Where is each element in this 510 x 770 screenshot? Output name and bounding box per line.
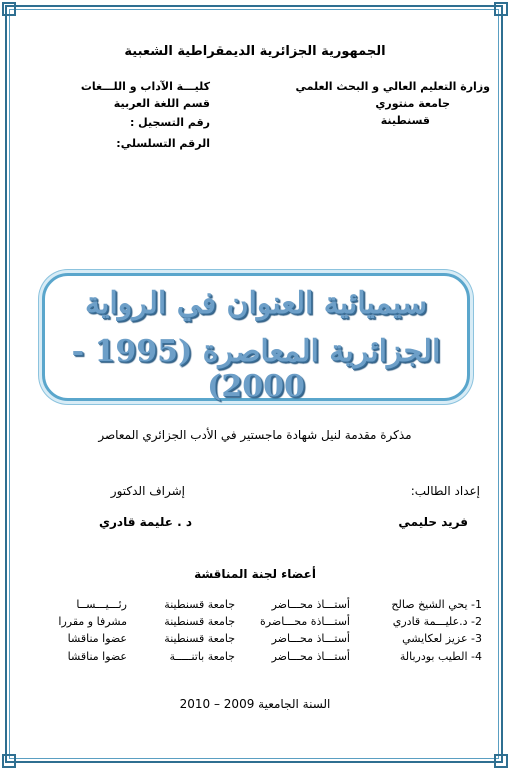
title-line-2: الجزائرية المعاصرة (1995 - 2000) (71, 334, 441, 404)
title-line-1: سيميائية العنوان في الرواية (84, 286, 428, 321)
supervisor-label: إشراف الدكتور (110, 484, 185, 498)
corner-ornament-bottom-left (2, 754, 16, 768)
committee-heading: أعضاء لجنة المناقشة (194, 567, 316, 581)
member-name: 1- يحي الشيخ صالح (391, 598, 482, 611)
member-rank: أستـــاذة محـــاضرة (260, 615, 350, 628)
member-name: 2- د.عليـــمة قادري (392, 615, 482, 628)
member-role: رئـــيـــســا (76, 598, 127, 611)
member-name: 3- عزيز لعكايشي (402, 632, 482, 645)
corner-ornament-top-right (494, 2, 508, 16)
member-name: 4- الطيب بودربالة (399, 650, 482, 663)
prepared-by-label: إعداد الطالب: (410, 484, 480, 498)
ministry-line: وزارة التعليم العالي و البحث العلمي (295, 80, 490, 93)
faculty-line: كليـــة الآداب و اللـــغات (80, 80, 210, 93)
member-rank: أستـــاذ محـــاضر (271, 598, 350, 611)
member-university: جامعة قسنطينة (164, 598, 235, 611)
republic-heading: الجمهورية الجزائرية الديمقراطية الشعبية (124, 44, 386, 59)
member-role: عضوا مناقشا (67, 632, 127, 645)
serial-number-label: الرقم التسلسلي: (116, 137, 210, 150)
corner-ornament-top-left (2, 2, 16, 16)
student-name: فريد حليمي (398, 515, 468, 529)
member-university: جامعة باتنـــــة (169, 650, 235, 663)
member-rank: أستـــاذ محـــاضر (271, 632, 350, 645)
member-university: جامعة قسنطينة (164, 615, 235, 628)
member-university: جامعة قسنطينة (164, 632, 235, 645)
city-line: قسنطينة (380, 114, 430, 127)
academic-year: السنة الجامعية 2009 – 2010 (179, 697, 331, 711)
member-role: عضوا مناقشا (67, 650, 127, 663)
thesis-subtitle: مذكرة مقدمة لنيل شهادة ماجستير في الأدب الجزائري المعاصر (98, 428, 412, 442)
registration-number-label: رقم التسجيل : (129, 116, 210, 129)
member-role: مشرفا و مقررا (58, 615, 127, 628)
member-rank: أستـــاذ محـــاضر (271, 650, 350, 663)
supervisor-name: د . عليمة قادري (99, 515, 192, 529)
corner-ornament-bottom-right (494, 754, 508, 768)
title-box (42, 273, 470, 404)
university-line: جامعة منتوري (375, 97, 450, 110)
department-line: قسم اللغة العربية (113, 97, 210, 110)
